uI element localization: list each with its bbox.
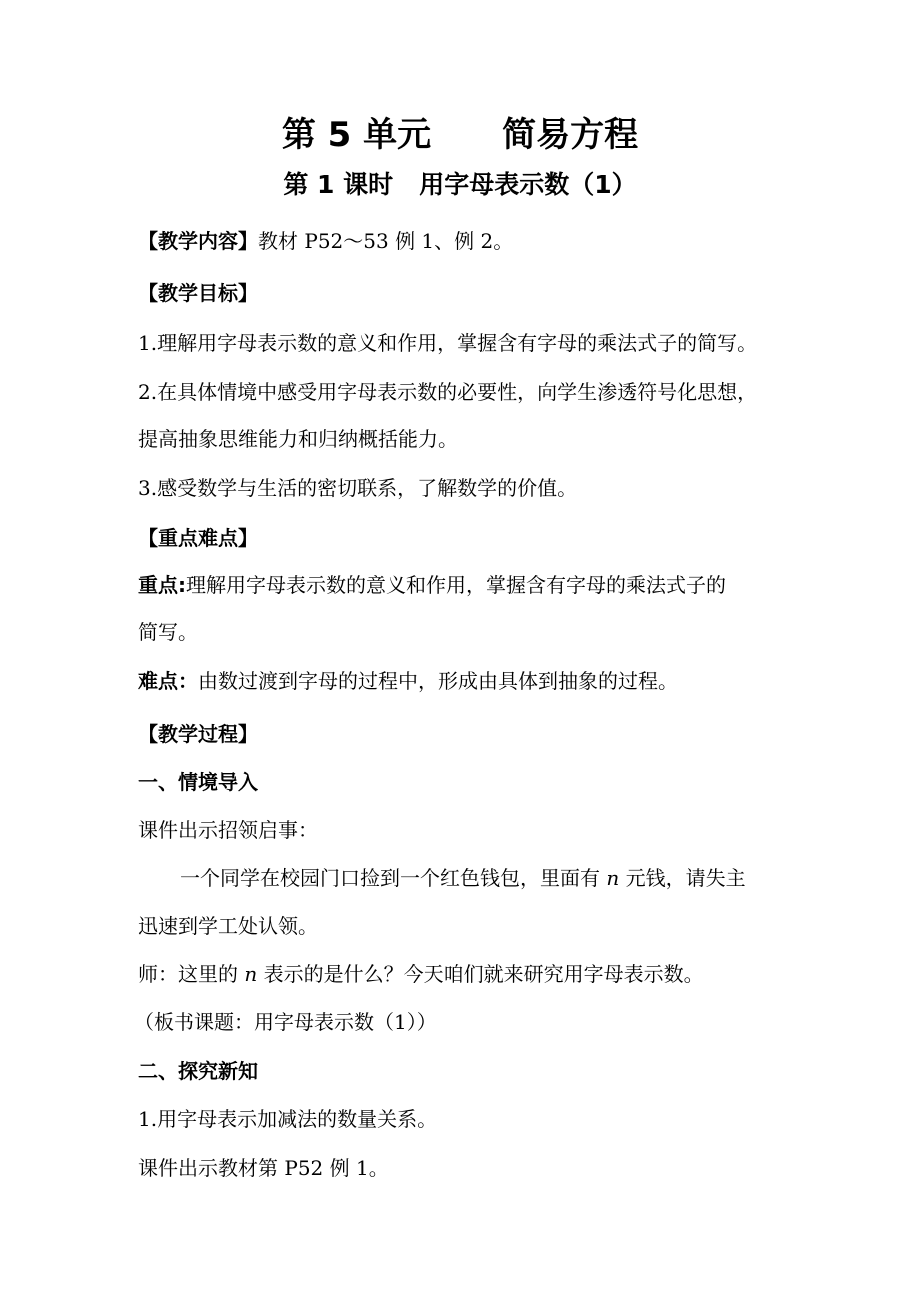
difficult-point-text: 由数过渡到字母的过程中，形成由具体到抽象的过程。 [198,669,678,693]
teacher-text-2: 表示的是什么？今天咱们就来研究用字母表示数。 [257,962,704,986]
section-2-heading: 二、探究新知 [138,1059,258,1083]
content-text: 教材 P52～53 例 1、例 2。 [258,229,514,253]
content-line [138,226,513,256]
goals-heading: 【教学目标】 [138,281,258,305]
notice-variable: n [606,866,620,890]
lesson-title: 第 1 课时 用字母表示数（1） [283,170,637,199]
board-note: （板书课题：用字母表示数（1）） [134,1010,437,1034]
unit-title: 第 5 单元 简易方程 [281,115,639,155]
section-1-heading: 一、情境导入 [138,770,258,794]
goal-item-3: 3.感受数学与生活的密切联系，了解数学的价值。 [138,476,578,500]
key-point-label: 重点: [138,573,186,597]
notice-line-1 [180,863,746,893]
goal-item-1: 1.理解用字母表示数的意义和作用，掌握含有字母的乘法式子的简写。 [138,331,758,355]
key-points-heading: 【重点难点】 [138,526,258,550]
teacher-text-1: 师：这里的 [138,962,245,986]
teacher-line [138,959,704,989]
difficult-point-line [138,666,678,696]
goal-item-2-line-2: 提高抽象思维能力和归纳概括能力。 [138,427,458,451]
section-2-item-1-note: 课件出示教材第 P52 例 1。 [138,1156,389,1180]
teacher-variable: n [244,962,258,986]
key-point-text: 理解用字母表示数的意义和作用，掌握含有字母的乘法式子的 [186,573,726,597]
section-2-item-1: 1.用字母表示加减法的数量关系。 [138,1107,438,1131]
goal-item-2-line-1: 2.在具体情境中感受用字母表示数的必要性，向学生渗透符号化思想， [138,380,758,404]
notice-text-2: 元钱，请失主 [619,866,746,890]
difficult-point-label: 难点： [138,669,198,693]
process-heading: 【教学过程】 [138,722,258,746]
notice-text-1: 一个同学在校园门口捡到一个红色钱包，里面有 [180,866,607,890]
section-1-intro: 课件出示招领启事： [138,818,318,842]
content-label: 【教学内容】 [138,229,258,253]
key-point-line-2: 简写。 [138,620,198,644]
key-point-line [138,570,726,600]
notice-line-2: 迅速到学工处认领。 [138,914,318,938]
